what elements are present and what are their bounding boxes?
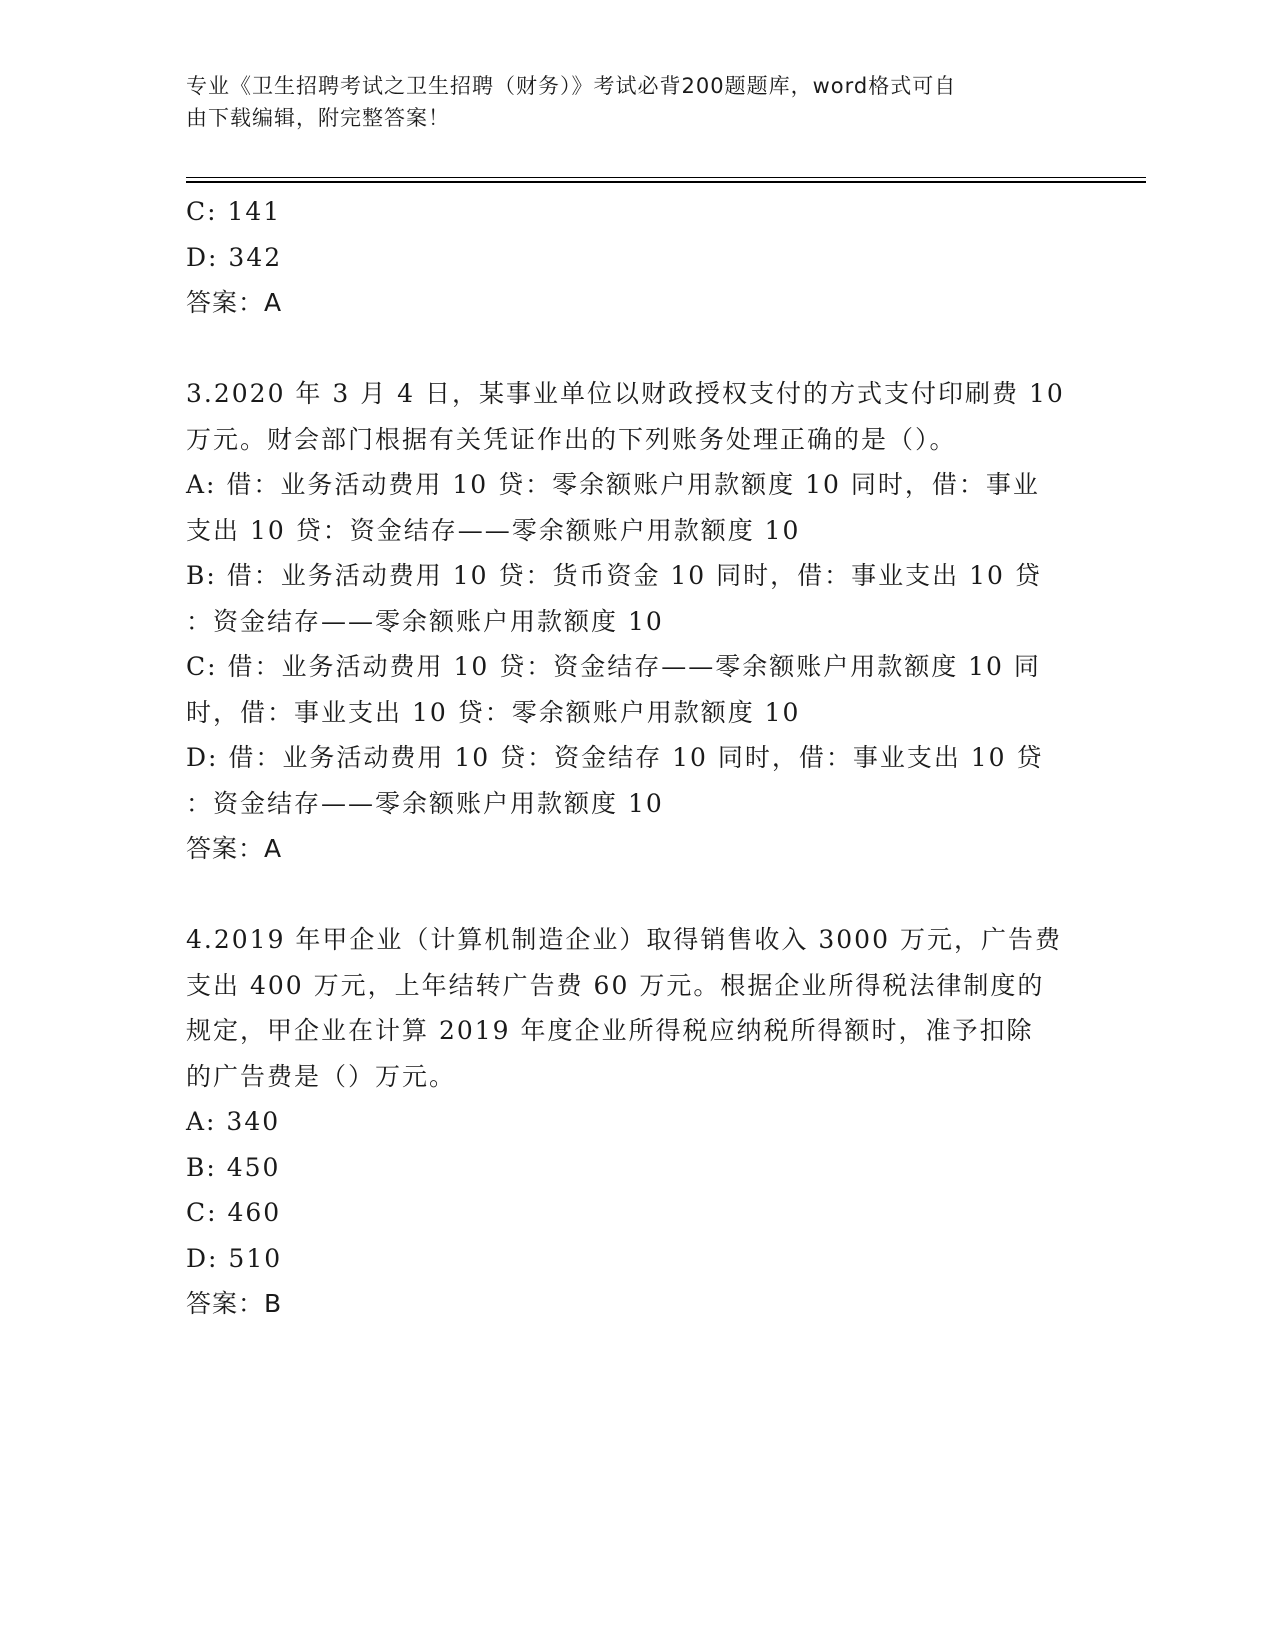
spacer bbox=[186, 872, 1086, 918]
option-c: 时，借：事业支出 10 贷：零余额账户用款额度 10 bbox=[186, 697, 801, 727]
spacer bbox=[186, 326, 1086, 372]
option-c: C: 460 bbox=[186, 1198, 282, 1227]
header-divider-thick bbox=[186, 181, 1146, 183]
question-2-tail bbox=[186, 189, 1086, 326]
option-d: ：资金结存——零余额账户用款额度 10 bbox=[186, 788, 664, 818]
option-c: C: 借：业务活动费用 10 贷：资金结存——零余额账户用款额度 10 同 bbox=[186, 652, 1041, 681]
question-4 bbox=[186, 917, 1086, 1327]
answer-line: 答案：A bbox=[186, 288, 283, 317]
option-a: 支出 10 贷：资金结存——零余额账户用款额度 10 bbox=[186, 515, 801, 545]
question-stem: 的广告费是（）万元。 bbox=[186, 1061, 457, 1091]
option-d: D: 510 bbox=[186, 1243, 283, 1273]
header-title-line-1: 专业《卫生招聘考试之卫生招聘（财务）》考试必背200题题库，word格式可自 bbox=[186, 74, 957, 98]
question-stem: 万元。财会部门根据有关凭证作出的下列账务处理正确的是（）。 bbox=[186, 424, 957, 454]
question-stem: 支出 400 万元，上年结转广告费 60 万元。根据企业所得税法律制度的 bbox=[186, 970, 1045, 1000]
option-b: ：资金结存——零余额账户用款额度 10 bbox=[186, 606, 664, 636]
answer-line: 答案：A bbox=[186, 834, 283, 863]
question-3 bbox=[186, 371, 1086, 872]
document-header bbox=[186, 70, 1086, 134]
header-title-line-2: 由下载编辑，附完整答案！ bbox=[186, 106, 450, 130]
option-a: A: 340 bbox=[186, 1107, 281, 1136]
option-d: D: 借：业务活动费用 10 贷：资金结存 10 同时，借：事业支出 10 贷 bbox=[186, 743, 1044, 772]
question-stem: 规定，甲企业在计算 2019 年度企业所得税应纳税所得额时，准予扣除 bbox=[186, 1016, 1034, 1045]
option-c: C: 141 bbox=[186, 197, 282, 226]
question-stem: 4.2019 年甲企业（计算机制造企业）取得销售收入 3000 万元，广告费 bbox=[186, 925, 1062, 954]
question-stem: 3.2020 年 3 月 4 日，某事业单位以财政授权支付的方式支付印刷费 10 bbox=[186, 379, 1065, 408]
answer-line: 答案：B bbox=[186, 1289, 283, 1318]
option-a: A: 借：业务活动费用 10 贷：零余额账户用款额度 10 同时，借：事业 bbox=[186, 470, 1040, 499]
option-b: B: 借：业务活动费用 10 贷：货币资金 10 同时，借：事业支出 10 贷 bbox=[186, 561, 1042, 590]
option-b: B: 450 bbox=[186, 1152, 281, 1182]
option-d: D: 342 bbox=[186, 242, 283, 272]
header-divider-thin bbox=[186, 177, 1146, 178]
document-body bbox=[186, 189, 1086, 1327]
